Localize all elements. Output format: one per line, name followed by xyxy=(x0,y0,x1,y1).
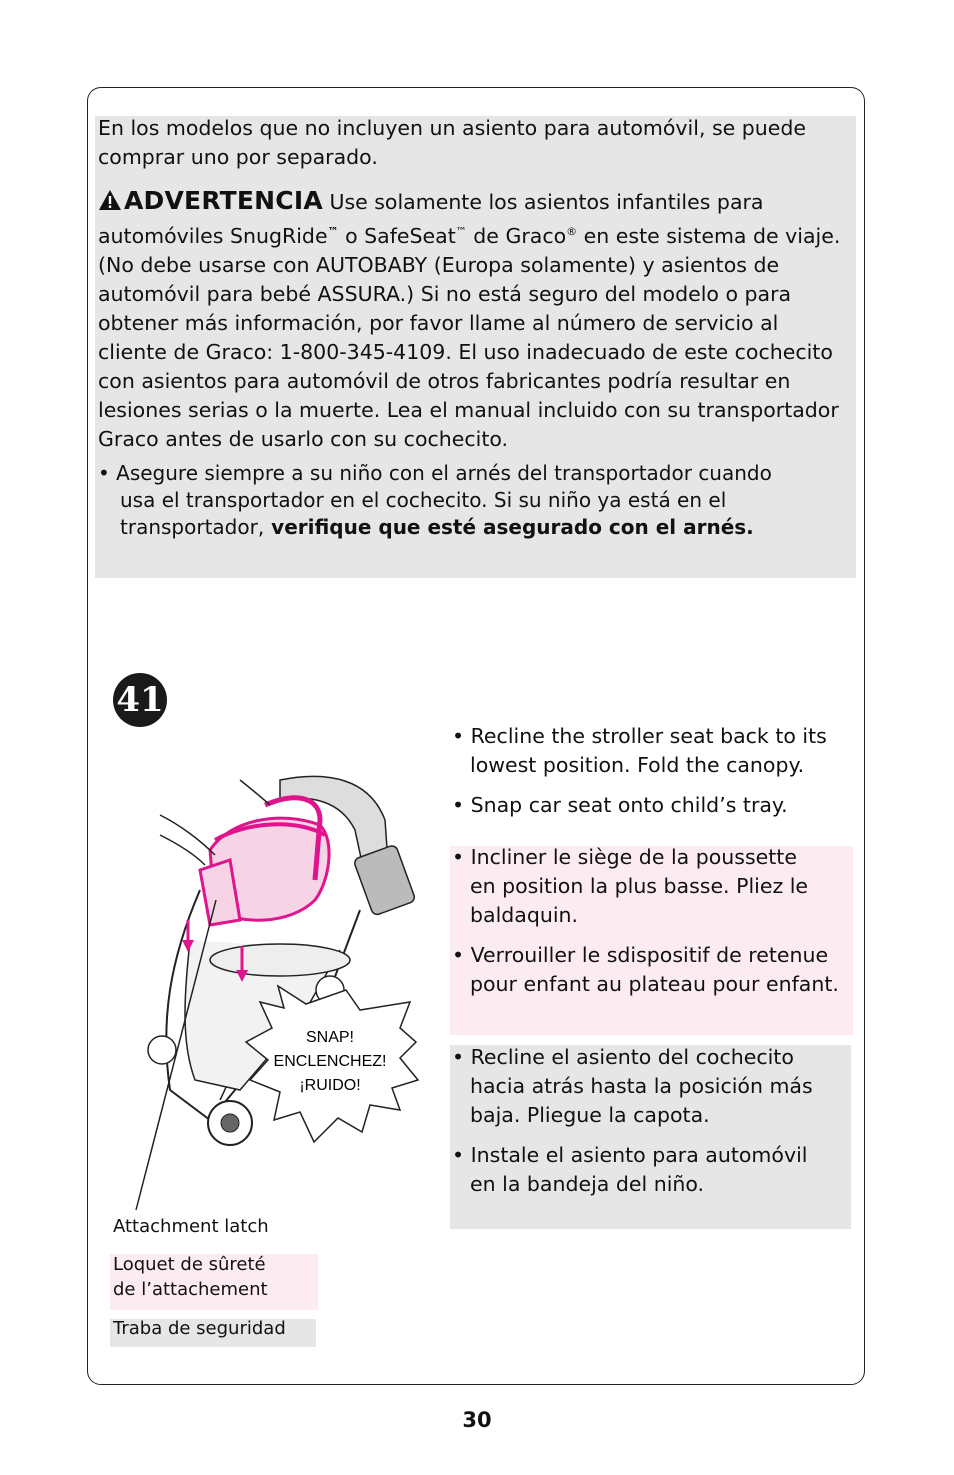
warning-triangle-icon xyxy=(98,189,122,211)
spanish-instructions xyxy=(452,1043,847,1210)
harness-bullet: • Asegure siempre a su niño con el arnés del transportador cuando usa el transportador en el cochecito. Si su niño ya está en el transportador, verifique que esté asegurado con el arnés. xyxy=(98,461,772,539)
english-item-2: • Snap car seat onto child’s tray. xyxy=(452,793,788,817)
latch-label-fr: Loquet de sûreté de l’attachement xyxy=(113,1254,268,1300)
stroller-car-seat-illustration xyxy=(100,760,450,1220)
snap-label-fr: ENCLENCHEZ! xyxy=(273,1053,387,1070)
french-item-1: • Incliner le siège de la poussette en position la plus basse. Pliez le baldaquin. xyxy=(452,845,809,927)
step-number-badge: 41 xyxy=(113,673,167,727)
warning-paragraph: ADVERTENCIA Use solamente los asientos infantiles para automóviles SnugRide™ o SafeSeat™ de Graco® en este sistema de viaje. (No debe usarse con AUTOBABY (Europa solamente) y asientos de automóvil para bebé ASSURA.) Si no está seguro del modelo o para obtener más información, por favor llame al número de servicio al cliente de Graco: 1-800-345-4109. El uso inadecuado de este cochecito con asientos para automóvil de otros fabricantes podría resultar en lesiones serias o la muerte. Lea el manual incluido con su transportador Graco antes de usarlo con su cochecito. xyxy=(98,186,841,451)
warning-heading: ADVERTENCIA xyxy=(98,186,323,215)
english-item-1: • Recline the stroller seat back to its lowest position. Fold the canopy. xyxy=(452,724,827,777)
latch-label-en: Attachment latch xyxy=(113,1216,269,1237)
snap-label-en: SNAP! xyxy=(305,1029,355,1046)
latch-label-es: Traba de seguridad xyxy=(113,1318,286,1339)
spanish-item-2: • Instale el asiento para automóvil en la bandeja del niño. xyxy=(452,1143,808,1196)
spanish-item-1: • Recline el asiento del cochecito hacia atrás hasta la posición más baja. Pliegue la capota. xyxy=(452,1045,813,1127)
french-item-2: • Verrouiller le sdispositif de retenue pour enfant au plateau pour enfant. xyxy=(452,943,839,996)
french-instructions xyxy=(452,843,847,1010)
english-instructions xyxy=(452,722,847,831)
warning-intro: En los modelos que no incluyen un asiento para automóvil, se puede comprar uno por separado. xyxy=(98,116,807,169)
page-number: 30 xyxy=(462,1408,492,1432)
snap-label-es: ¡RUIDO! xyxy=(299,1077,361,1094)
